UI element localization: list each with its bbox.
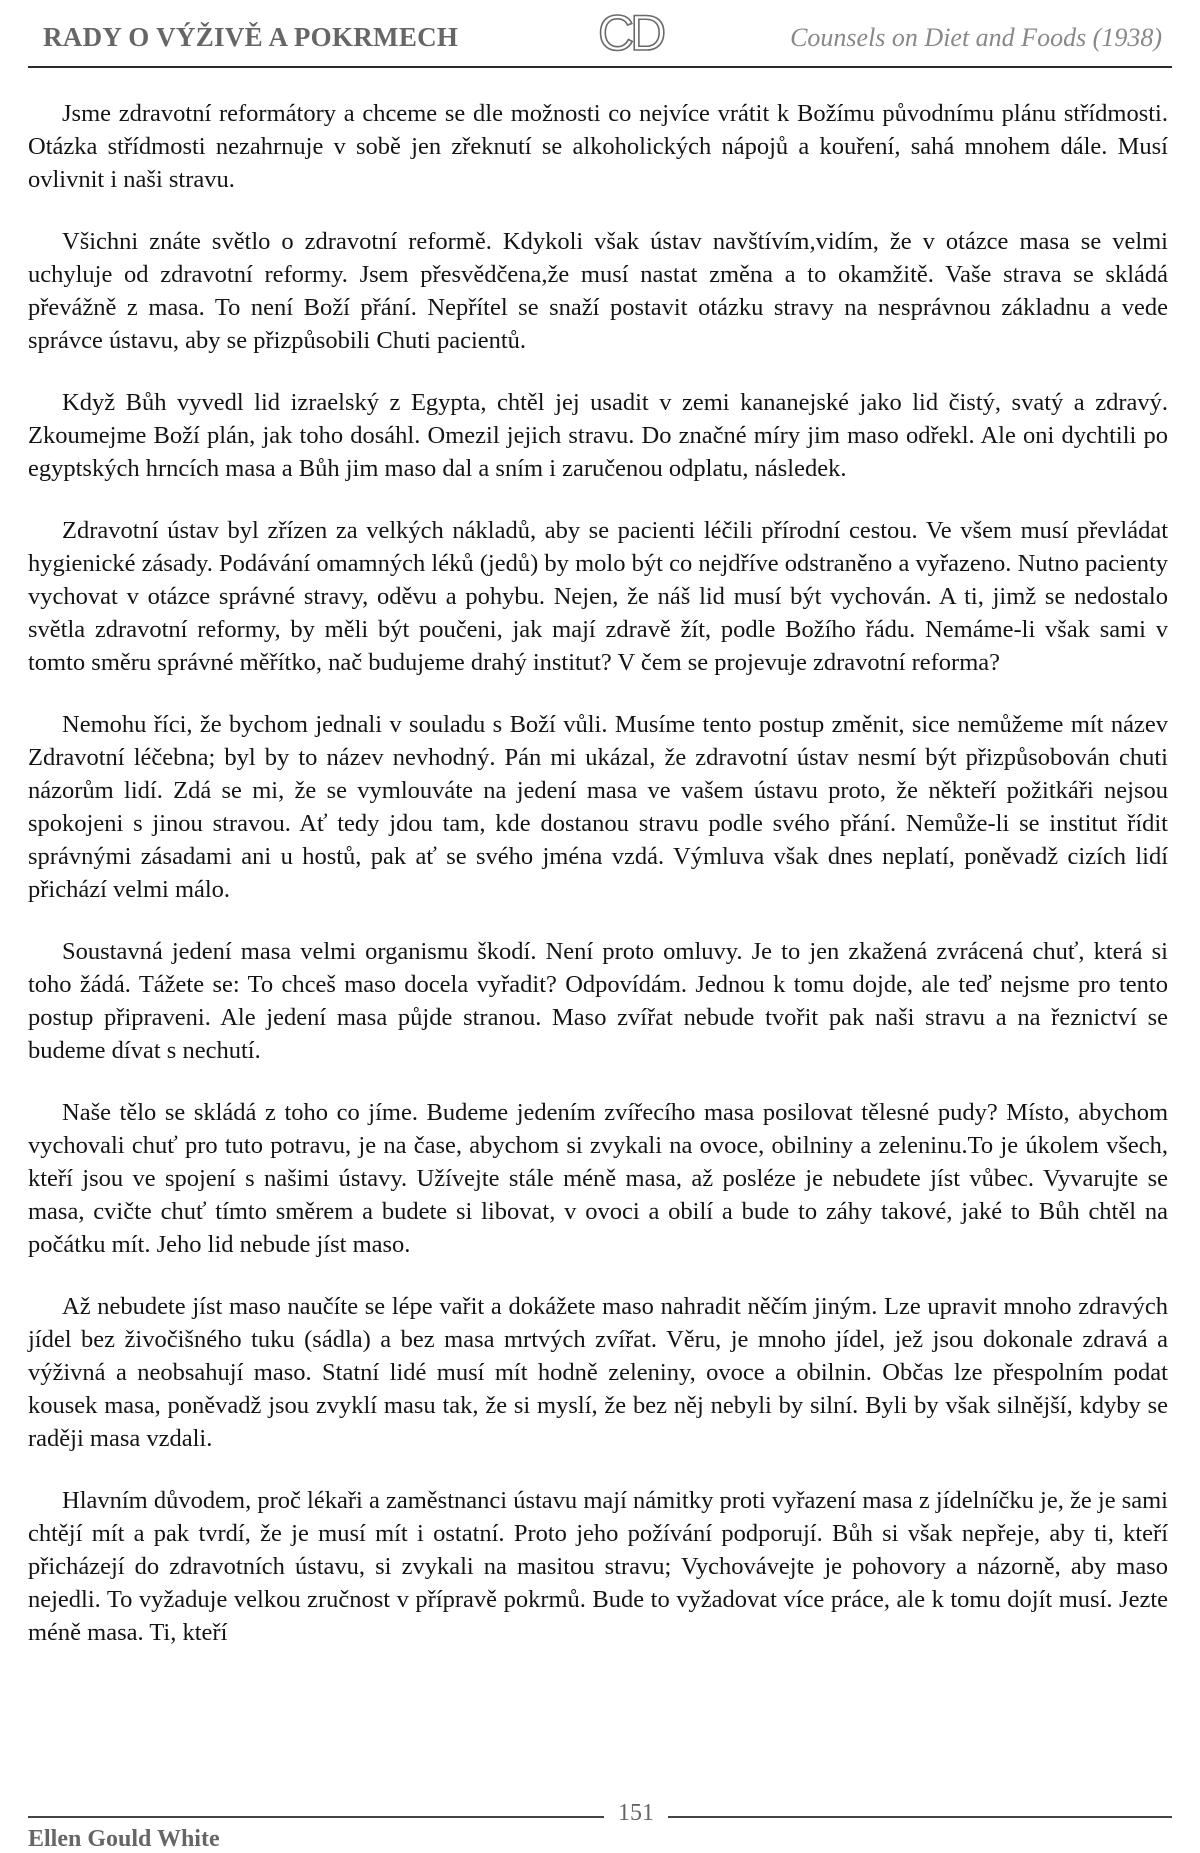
page-header [28,0,1172,68]
book-title-english: Counsels on Diet and Foods (1938) [790,23,1162,52]
paragraph: Až nebudete jíst maso naučíte se lépe vařit a dokážete maso nahradit něčím jiným. Lze upravit mnoho zdravých jídel bez živočišného tuku (sádla) a bez masa mrtvých zvířat. Věru, je mnoho jídel, jež jsou dokonale zdravá a výživná a neobsahují maso. Statní lidé musí mít hodně zeleniny, ovoce a obilnin. Občas lze přespolním podat kousek masa, poněvadž jsou zvyklí masu tak, že si myslí, že bez něj nebyli by silní. Byli by však silnější, kdyby se raději masa vzdali. [28,1293,1168,1452]
paragraph: Naše tělo se skládá z toho co jíme. Budeme jedením zvířecího masa posilovat tělesné pudy? Místo, abychom vychovali chuť pro tuto potravu, je na čase, abychom si zvykali na ovoce, obilniny a zeleninu.To je úkolem všech, kteří jsou ve spojení s našimi ústavy. Užívejte stále méně masa, až posléze je nebudete jíst vůbec. Vyvarujte se masa, cvičte chuť tímto směrem a budete si libovat, v ovoci a obilí a bude to záhy takové, jaké to Bůh chtěl na počátku mít. Jeho lid nebude jíst maso. [28,1099,1168,1258]
cd-logo: CD [598,5,663,61]
page-body [28,97,1168,1678]
paragraph: Když Bůh vyvedl lid izraelský z Egypta, chtěl jej usadit v zemi kananejské jako lid čistý, svatý a zdravý. Zkoumejme Boží plán, jak toho dosáhl. Omezil jejich stravu. Do značné míry jim maso odřekl. Ale oni dychtili po egyptských hrncích masa a Bůh jim maso dal a sním i zaručenou odplatu, následek. [28,389,1168,482]
footer-divider [28,1816,1172,1818]
paragraph: Jsme zdravotní reformátory a chceme se dle možnosti co nejvíce vrátit k Božímu původnímu plánu střídmosti. Otázka střídmosti nezahrnuje v sobě jen zřeknutí se alkoholických nápojů a kouření, sahá mnohem dále. Musí ovlivnit i naši stravu. [28,100,1168,193]
book-title-czech: RADY O VÝŽIVĚ A POKRMECH [43,22,459,52]
paragraph: Zdravotní ústav byl zřízen za velkých nákladů, aby se pacienti léčili přírodní cestou. Ve všem musí převládat hygienické zásady. Podávání omamných léků (jedů) by molo být co nejdříve odstraněno a vyřazeno. Nutno pacienty vychovat v otázce správné stravy, oděvu a pohybu. Nejen, že náš lid musí být vychován. A ti, jimž se nedostalo světla zdravotní reformy, by měli být poučeni, jak mají zdravě žít, podle Božího řádu. Nemáme-li však sami v tomto směru správné měřítko, nač budujeme drahý institut? V čem se projevuje zdravotní reforma? [28,517,1168,676]
author-name: Ellen Gould White [28,1826,220,1852]
paragraph: Soustavná jedení masa velmi organismu škodí. Není proto omluvy. Je to jen zkažená zvrácená chuť, která si toho žádá. Tážete se: To chceš maso docela vyřadit? Odpovídám. Jednou k tomu dojde, ale teď nejsme pro tento postup připraveni. Ale jedení masa půjde stranou. Maso zvířat nebude tvořit pak naši stravu a na řeznictví se budeme dívat s nechutí. [28,938,1168,1064]
paragraph: Všichni znáte světlo o zdravotní reformě. Kdykoli však ústav navštívím,vidím, že v otázce masa se velmi uchyluje od zdravotní reformy. Jsem přesvědčena,že musí nastat změna a to okamžitě. Vaše strava se skládá převážně z masa. To není Boží přání. Nepřítel se snaží postavit otázku stravy na nesprávnou základnu a vede správce ústavu, aby se přizpůsobili Chuti pacientů. [28,228,1168,354]
page-number: 151 [604,1800,668,1827]
paragraph: Nemohu říci, že bychom jednali v souladu s Boží vůli. Musíme tento postup změnit, sice nemůžeme mít název Zdravotní léčebna; byl by to název nevhodný. Pán mi ukázal, že zdravotní ústav nesmí být přizpůsobován chuti názorům lidí. Zdá se mi, že se vymlouváte na jedení masa ve vašem ústavu proto, že někteří požitkáři nejsou spokojeni s jinou stravou. Ať tedy jdou tam, kde dostanou stravu podle svého přání. Nemůže-li se institut řídit správnými zásadami ani u hostů, pak ať se svého jména vzdá. Výmluva však dnes neplatí, poněvadž cizích lidí přichází velmi málo. [28,711,1168,903]
paragraph: Hlavním důvodem, proč lékaři a zaměstnanci ústavu mají námitky proti vyřazení masa z jídelníčku je, že je sami chtějí mít a pak tvrdí, že je musí mít i ostatní. Proto jeho požívání podporují. Bůh si však nepřeje, aby ti, kteří přicházejí do zdravotních ústavu, si zvykali na masitou stravu; Vychovávejte je pohovory a názorně, aby maso nejedli. To vyžaduje velkou zručnost v přípravě pokrmů. Bude to vyžadovat více práce, ale k tomu dojít musí. Jezte méně masa. Ti, kteří [28,1487,1168,1646]
